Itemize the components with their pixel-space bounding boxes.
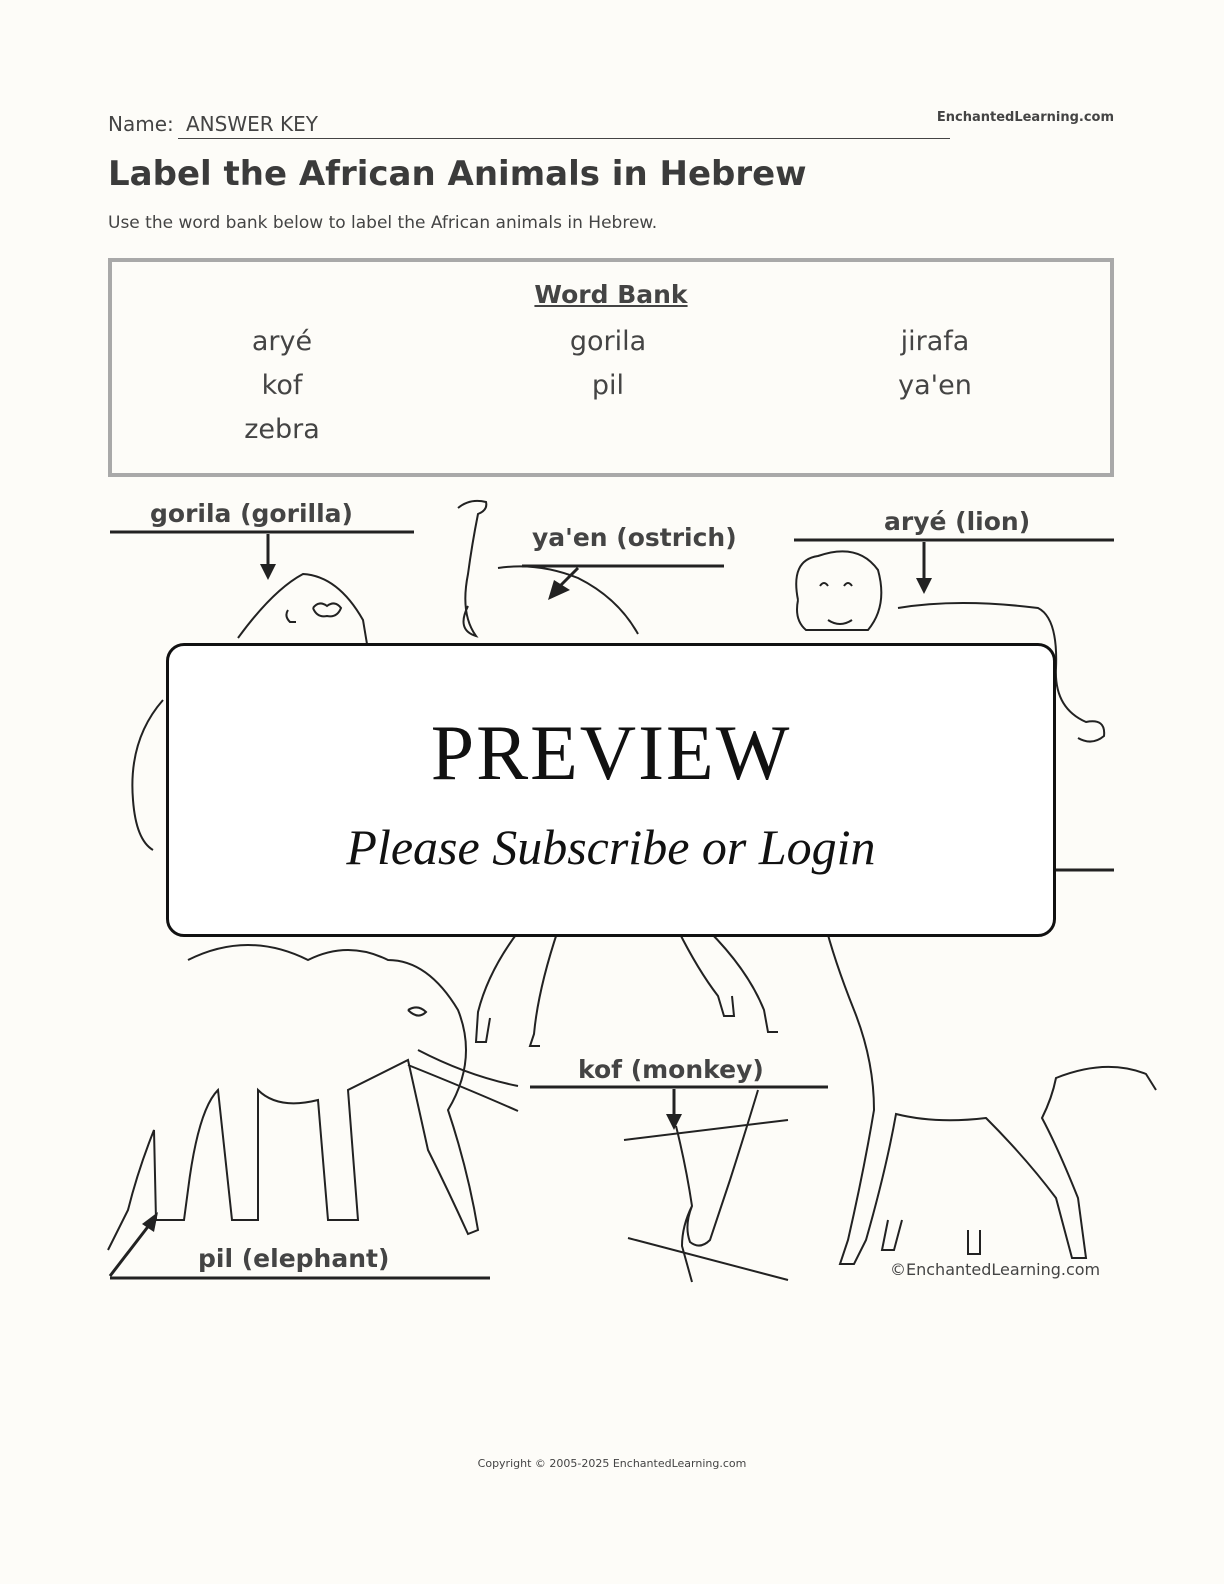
- subscribe-login-prompt[interactable]: Please Subscribe or Login: [346, 819, 876, 875]
- monkey-drawing: [624, 1090, 788, 1282]
- name-row: [108, 110, 950, 140]
- elephant-drawing: [108, 945, 518, 1250]
- name-field[interactable]: ANSWER KEY: [178, 112, 950, 139]
- preview-title: PREVIEW: [430, 709, 792, 796]
- word-bank-word: ya'en: [898, 370, 972, 401]
- gorilla-arrowhead: [260, 564, 276, 580]
- word-bank-word: jirafa: [900, 326, 970, 357]
- ostrich-arrowhead: [548, 580, 570, 600]
- elephant-label: pil (elephant): [198, 1244, 390, 1273]
- word-bank-word: kof: [261, 370, 303, 401]
- copyright: Copyright © 2005-2025 EnchantedLearning.com: [477, 1457, 747, 1470]
- gorilla-drawing: [238, 574, 368, 650]
- word-bank-word: aryé: [251, 326, 313, 357]
- word-bank-word: zebra: [244, 414, 320, 445]
- illustration-credit: ©EnchantedLearning.com: [890, 1260, 1101, 1279]
- word-bank: [108, 258, 1114, 477]
- word-bank-title: Word Bank: [534, 280, 688, 309]
- zebra-legs-drawing: [476, 930, 778, 1046]
- monkey-arrowhead: [666, 1114, 682, 1130]
- site-tag[interactable]: EnchantedLearning.com: [936, 110, 1114, 125]
- gorilla-body-drawing: [132, 700, 163, 850]
- word-bank-word: gorila: [569, 326, 647, 357]
- gorilla-label: gorila (gorilla): [150, 499, 353, 528]
- ostrich-label: ya'en (ostrich): [532, 523, 737, 552]
- ostrich-drawing: [458, 501, 638, 636]
- name-label: Name:: [108, 112, 174, 136]
- word-bank-word: pil: [591, 370, 625, 401]
- instructions: Use the word bank below to label the African animals in Hebrew.: [108, 213, 658, 233]
- monkey-label: kof (monkey): [578, 1055, 764, 1084]
- lion-label: aryé (lion): [884, 507, 1031, 536]
- page-title: Label the African Animals in Hebrew: [108, 154, 807, 194]
- preview-overlay[interactable]: [166, 643, 1056, 937]
- lion-arrowhead: [916, 578, 932, 594]
- giraffe-drawing: [824, 920, 1156, 1264]
